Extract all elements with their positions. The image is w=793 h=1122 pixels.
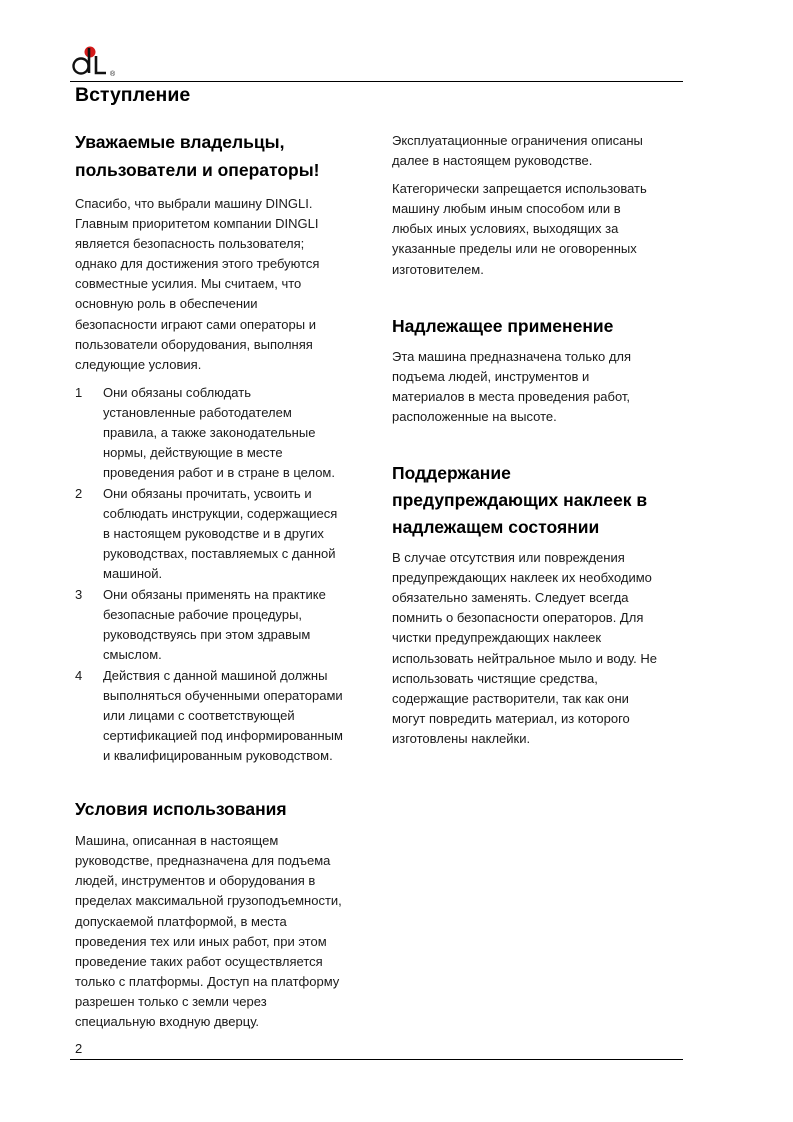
intro-paragraph <box>75 194 370 375</box>
list-item <box>75 383 370 483</box>
section-heading-conditions-of-use: Условия использования <box>75 799 287 820</box>
text-line: правила, а также законодательные <box>103 425 316 441</box>
text-line: Эксплуатационные ограничения описаны <box>392 133 643 148</box>
text-line: Машина, описанная в настоящем <box>75 833 279 849</box>
section-heading-proper-use: Надлежащее применение <box>392 315 614 336</box>
page-number: 2 <box>75 1041 83 1056</box>
text-line: установленные работодателем <box>103 404 292 420</box>
page-title: Вступление <box>75 84 191 106</box>
text-line: основную роль в обеспечении <box>75 296 258 312</box>
text-line: выполняться обученными операторами <box>103 687 343 703</box>
text-line: могут повредить материал, из которого <box>392 710 630 726</box>
heading-line: Поддержание <box>392 463 511 484</box>
text-line: Они обязаны применять на практике <box>103 586 326 602</box>
text-line: разрешен только с земли через <box>75 993 267 1009</box>
text-line: Они обязаны прочитать, усвоить и <box>103 485 312 501</box>
text-line: руководствуясь при этом здравым <box>103 626 311 642</box>
text-line: Они обязаны соблюдать <box>103 384 251 400</box>
text-line: изготовлены наклейки. <box>392 730 531 746</box>
list-item <box>75 484 370 584</box>
text-line: далее в настоящем руководстве. <box>392 153 593 169</box>
list-item-number: 4 <box>75 667 83 683</box>
text-line: руководствах, поставляемых с данной <box>103 546 336 562</box>
header-divider <box>70 81 683 82</box>
text-line: подъема людей, инструментов и <box>392 368 590 384</box>
proper-use-paragraph <box>392 347 692 427</box>
text-line: Спасибо, что выбрали машину DINGLI. <box>75 196 313 211</box>
text-line: соблюдать инструкции, содержащиеся <box>103 505 338 521</box>
conditions-list <box>75 383 370 766</box>
heading-line: надлежащем состоянии <box>392 517 600 538</box>
text-line: следующие условия. <box>75 356 202 372</box>
text-line: помнить о безопасности операторов. Для <box>392 610 644 626</box>
text-line: безопасные рабочие процедуры, <box>103 606 303 622</box>
text-line: указанные пределы или не оговоренных <box>392 241 637 257</box>
dingli-logo-mark <box>70 42 120 78</box>
heading-line: пользователи и операторы! <box>75 160 320 180</box>
text-line: специальную входную дверцу. <box>75 1013 259 1029</box>
text-line: В случае отсутствия или повреждения <box>392 550 625 566</box>
warning-stickers-paragraph <box>392 548 692 749</box>
text-line: использовать нейтральное мыло и воду. Не <box>392 650 657 666</box>
text-line: нормы, действующие в месте <box>103 445 283 461</box>
registered-mark: ® <box>110 71 116 78</box>
text-line: чистки предупреждающих наклеек <box>392 630 602 646</box>
text-line: совместные усилия. Мы считаем, что <box>75 276 302 292</box>
text-line: изготовителем. <box>392 261 484 277</box>
text-line: или лицами с соответствующей <box>103 707 295 723</box>
text-line: любых иных условиях, выходящих за <box>392 221 619 237</box>
text-line: использовать чистящие средства, <box>392 670 598 686</box>
text-line: Действия с данной машиной должны <box>103 667 328 683</box>
text-line: безопасности играют сами операторы и <box>75 316 316 332</box>
text-line: в настоящем руководстве и в других <box>103 526 324 541</box>
text-line: однако для достижения этого требуются <box>75 256 320 272</box>
text-line: предупреждающих наклеек их необходимо <box>392 570 652 586</box>
list-item-number: 3 <box>75 586 83 602</box>
text-line: пределах максимальной грузоподъемности, <box>75 893 342 909</box>
prohibition-paragraph <box>392 179 692 279</box>
section-heading-owners <box>75 129 370 184</box>
text-line: расположенные на высоте. <box>392 408 557 424</box>
text-line: Главным приоритетом компании DINGLI <box>75 216 319 232</box>
conditions-of-use-paragraph <box>75 831 370 1032</box>
text-line: сертификацией под информированным <box>103 727 343 743</box>
right-column <box>392 129 692 749</box>
text-line: пользователи оборудования, выполняя <box>75 336 313 352</box>
text-line: содержащие растворители, так как они <box>392 690 629 706</box>
text-line: руководстве, предназначена для подъема <box>75 853 331 869</box>
limits-paragraph <box>392 131 692 171</box>
text-line: проведения работ и в стране в целом. <box>103 465 335 481</box>
text-line: проведения тех или иных работ, при этом <box>75 933 327 949</box>
list-item <box>75 666 370 766</box>
footer-divider <box>70 1059 683 1060</box>
left-column <box>75 129 370 1032</box>
text-line: является безопасность пользователя; <box>75 236 305 252</box>
text-line: материалов в места проведения работ, <box>392 388 631 404</box>
text-line: и квалифицированным руководством. <box>103 748 333 764</box>
text-line: людей, инструментов и оборудования в <box>75 873 316 889</box>
heading-line: предупреждающих наклеек в <box>392 490 648 511</box>
list-item <box>75 585 370 665</box>
text-line: допускаемой платформой, в места <box>75 913 287 929</box>
text-line: Категорически запрещается использовать <box>392 181 647 197</box>
text-line: машину любым иным способом или в <box>392 201 621 217</box>
list-item-number: 1 <box>75 384 83 400</box>
text-line: Эта машина предназначена только для <box>392 348 632 364</box>
dingli-logo <box>70 42 120 78</box>
text-line: обязательно заменять. Следует всегда <box>392 590 629 606</box>
text-line: проведение таких работ осуществляется <box>75 953 323 969</box>
heading-line: Уважаемые владельцы, <box>75 132 285 152</box>
list-item-number: 2 <box>75 485 83 501</box>
text-line: машиной. <box>103 566 163 582</box>
text-line: только с платформы. Доступ на платформу <box>75 973 340 989</box>
text-line: смыслом. <box>103 647 162 663</box>
section-heading-warning-stickers <box>392 460 692 541</box>
